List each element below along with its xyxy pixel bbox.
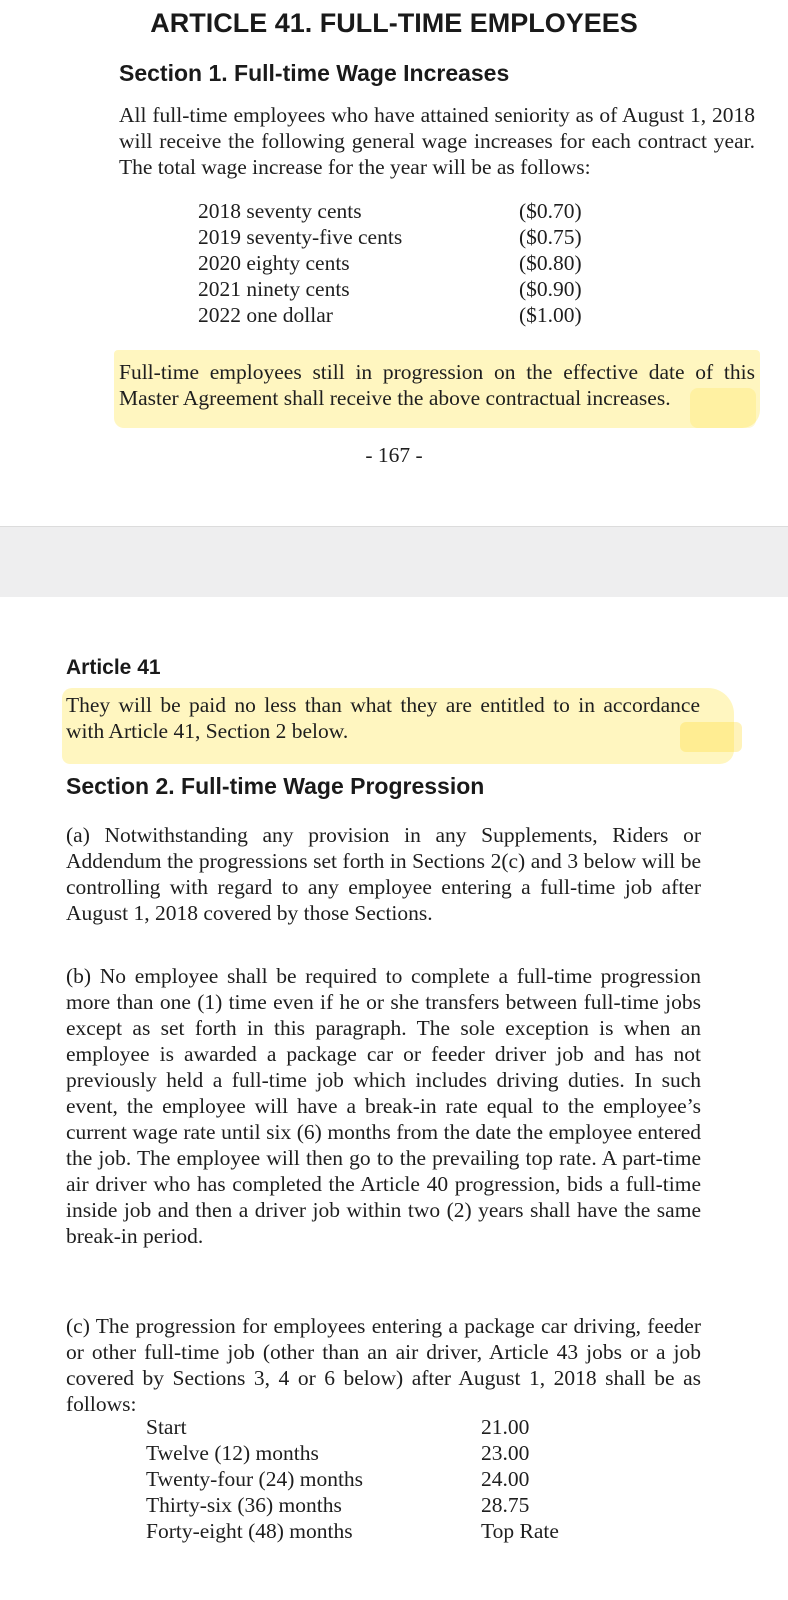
progression-value: Top Rate [481, 1519, 559, 1543]
wage-increase-label: 2022 one dollar [198, 303, 333, 327]
wage-increase-value: ($0.90) [519, 277, 582, 301]
progression-value: 23.00 [481, 1441, 530, 1465]
article-running-header: Article 41 [66, 656, 161, 679]
article-title: ARTICLE 41. FULL-TIME EMPLOYEES [150, 8, 638, 38]
paragraph-b: (b) No employee shall be required to complete a full-time progression more than one (1) time even if he or she transfers between full-time jobs except as set forth in this paragraph. The sole exception is when an employee is awarded a package car or feeder driver job and has not previously held a full-time job which includes driving duties. In such event, the employee will have a break-in rate equal to the employee’s current wage rate until six (6) months from the date the employee entered the job. The employee will then go to the prevailing top rate. A part-time air driver who has completed the Article 40 progression, bids a full-time inside job and then a driver job within two (2) years shall have the same break-in period. [66, 964, 701, 1248]
page-separator [0, 526, 788, 598]
progression-label: Forty-eight (48) months [146, 1519, 353, 1543]
intro-paragraph: All full-time employees who have attained seniority as of August 1, 2018 will receive the following general wage increases for each contract year. The total wage increase for the year will be as follows: [119, 103, 755, 179]
section-2-title: Section 2. Full-time Wage Progression [66, 773, 485, 799]
section-1-title: Section 1. Full-time Wage Increases [119, 60, 510, 86]
wage-increase-value: ($1.00) [519, 303, 582, 327]
wage-increase-label: 2020 eighty cents [198, 251, 350, 275]
paragraph-a: (a) Notwithstanding any provision in any Supplements, Riders or Addendum the progressions set forth in Sections 2(c) and 3 below will be controlling with regard to any employee entering a full-time job after August 1, 2018 covered by those Sections. [66, 823, 701, 925]
wage-increase-value: ($0.70) [519, 199, 582, 223]
progression-label: Twenty-four (24) months [146, 1467, 364, 1491]
progression-value: 21.00 [481, 1415, 530, 1439]
paragraph-c: (c) The progression for employees entering a package car driving, feeder or other full-time job (other than an air driver, Article 43 jobs or a job covered by Sections 3, 4 or 6 below) after August 1, 2018 shall be as follows: [66, 1314, 701, 1416]
progression-label: Start [146, 1415, 187, 1439]
progression-value: 28.75 [481, 1493, 530, 1517]
wage-increase-value: ($0.75) [519, 225, 582, 249]
document-page-167 [0, 0, 788, 526]
wage-increase-label: 2018 seventy cents [198, 199, 362, 223]
progression-value: 24.00 [481, 1467, 530, 1491]
wage-increase-label: 2021 ninety cents [198, 277, 350, 301]
highlighted-paragraph: Full-time employees still in progression on the effective date of this Master Agreement shall receive the above contractual increases. [119, 360, 755, 410]
highlighted-paragraph: They will be paid no less than what they are entitled to in accordance with Article 41, Section 2 below. [66, 693, 700, 743]
progression-label: Twelve (12) months [146, 1441, 319, 1465]
wage-increase-label: 2019 seventy-five cents [198, 225, 403, 249]
page-number: - 167 - [365, 443, 423, 467]
wage-increase-value: ($0.80) [519, 251, 582, 275]
progression-label: Thirty-six (36) months [146, 1493, 342, 1517]
